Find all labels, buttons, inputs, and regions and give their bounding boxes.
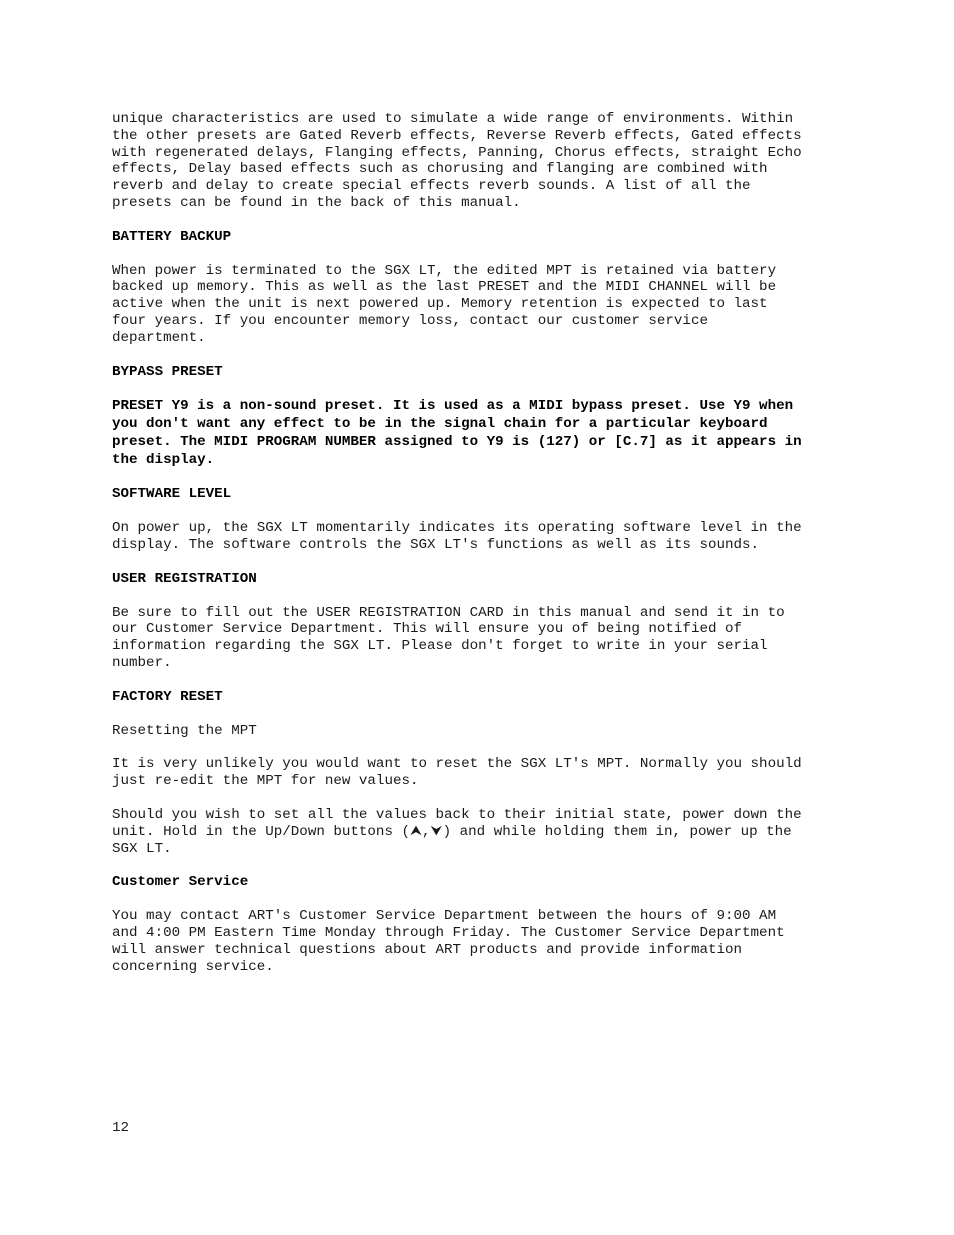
page-number: 12	[112, 1120, 130, 1136]
user-registration-paragraph: Be sure to fill out the USER REGISTRATION CARD in this manual and send it in to our Customer Service Department. This will ensure you of being notified of information regarding the SGX LT. Please don't forget to write in your serial number.	[112, 604, 785, 671]
bypass-preset-paragraph: PRESET Y9 is a non-sound preset. It is used as a MIDI bypass preset. Use Y9 when you don't want any effect to be in the signal chain for a particular keyboard preset. The MIDI PROGRAM NUMBER assigned to Y9 is (127) or [C.7] as it appears in the display.	[112, 398, 802, 469]
battery-backup-heading: BATTERY BACKUP	[112, 228, 232, 245]
user-registration-heading: USER REGISTRATION	[112, 570, 257, 587]
bypass-preset-heading: BYPASS PRESET	[112, 363, 223, 380]
software-level-heading: SOFTWARE LEVEL	[112, 486, 232, 503]
software-level-paragraph: On power up, the SGX LT momentarily indicates its operating software level in the display. The software controls the SGX LT's functions as well as its sounds.	[112, 520, 802, 553]
factory-reset-paragraph-2: Should you wish to set all the values back to their initial state, power down the unit. Hold in the Up/Down buttons (⮝,⮟) and while holding them in, power up the SGX LT.	[112, 806, 802, 857]
factory-reset-paragraph-1: It is very unlikely you would want to reset the SGX LT's MPT. Normally you should just re-edit the MPT for new values.	[112, 756, 802, 790]
factory-reset-subheading: Resetting the MPT	[112, 722, 257, 739]
customer-service-paragraph: You may contact ART's Customer Service Department between the hours of 9:00 AM and 4:00 PM Eastern Time Monday through Friday. The Customer Service Department will answer technical questions about ART products and provide information concerning service.	[112, 908, 785, 975]
page-content	[112, 111, 882, 992]
customer-service-heading: Customer Service	[112, 874, 249, 891]
battery-backup-paragraph: When power is terminated to the SGX LT, the edited MPT is retained via battery backed up memory. This as well as the last PRESET and the MIDI CHANNEL will be active when the unit is next powered up. Memory retention is expected to last four years. If you encounter memory loss, contact our customer service department.	[112, 262, 777, 346]
factory-reset-heading: FACTORY RESET	[112, 688, 223, 705]
intro-paragraph: unique characteristics are used to simulate a wide range of environments. Within the other presets are Gated Reverb effects, Reverse Reverb effects, Gated effects with regenerated delays, Flanging effects, Panning, Chorus effects, straight Echo effects, Delay based effects such as chorusing and flanging are combined with reverb and delay to create special effects reverb sounds. A list of all the presets can be found in the back of this manual.	[112, 111, 802, 211]
